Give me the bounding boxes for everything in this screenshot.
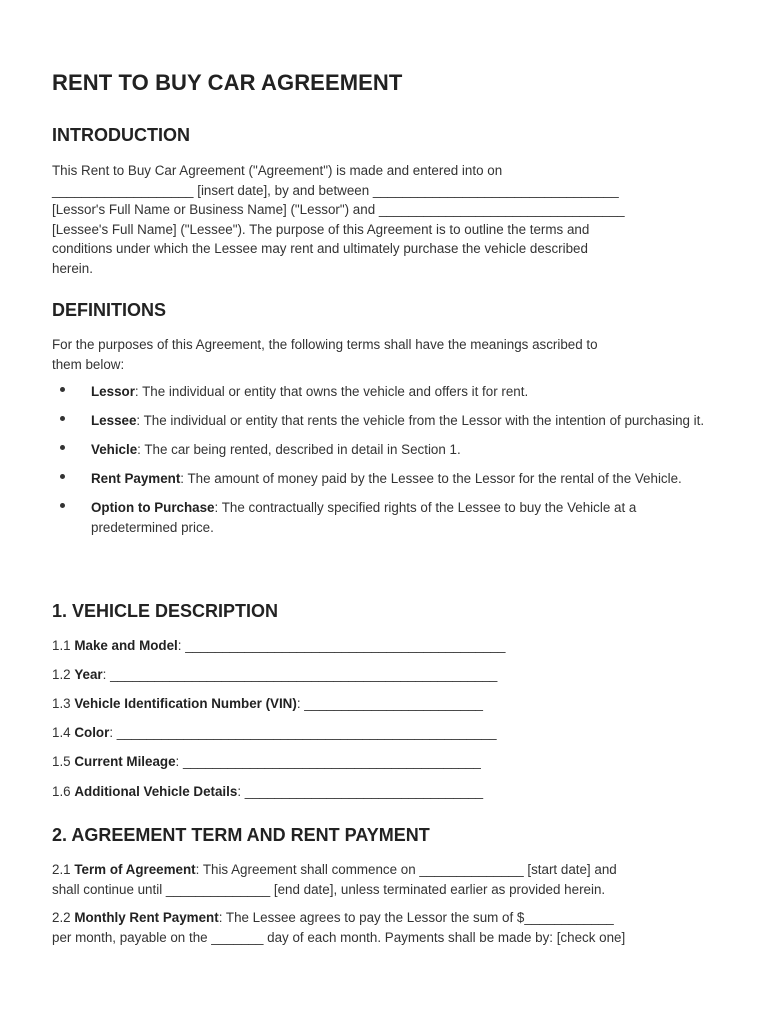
definition-item — [52, 382, 722, 402]
definition-item — [52, 498, 722, 537]
agreement-term-heading: 2. AGREEMENT TERM AND RENT PAYMENT — [52, 825, 430, 845]
field-blank: : ________________________ — [296, 696, 483, 711]
bullet-icon — [60, 416, 65, 421]
definition-text: : The car being rented, described in detail in Section 1. — [137, 442, 461, 457]
monthly-rent-payment-clause — [52, 908, 722, 947]
clause-line — [52, 908, 722, 928]
definition-term: Lessor — [91, 384, 135, 399]
definition-term: Rent Payment — [91, 471, 181, 486]
field-label: Vehicle Identification Number (VIN) — [74, 696, 297, 711]
field-label: Year — [74, 667, 103, 682]
intro-line: [Lessor's Full Name or Business Name] ("Lessor") and _________________________________ — [52, 202, 625, 217]
field-number: 1.1 — [52, 638, 75, 653]
vehicle-field-mileage — [52, 752, 481, 772]
vehicle-description-heading: 1. VEHICLE DESCRIPTION — [52, 601, 279, 621]
bullet-icon — [60, 445, 65, 450]
field-label: Current Mileage — [74, 754, 176, 769]
field-blank: : ________________________________________ — [175, 754, 481, 769]
clause-number: 2.2 — [52, 910, 75, 925]
introduction-heading: INTRODUCTION — [52, 125, 190, 145]
definition-term: Option to Purchase — [91, 500, 215, 515]
vehicle-field-vin — [52, 694, 483, 714]
vehicle-field-make-model — [52, 636, 505, 656]
clause-text: : This Agreement shall commence on ______________ [start date] and — [195, 862, 617, 877]
field-number: 1.6 — [52, 784, 75, 799]
field-blank: : ___________________________________________________ — [109, 725, 497, 740]
field-label: Additional Vehicle Details — [74, 784, 238, 799]
definitions-intro-line: them below: — [52, 356, 125, 372]
bullet-icon — [60, 474, 65, 479]
clause-label: Term of Agreement — [74, 862, 196, 877]
definition-term: Lessee — [91, 413, 137, 428]
field-number: 1.5 — [52, 754, 75, 769]
definitions-intro-line: For the purposes of this Agreement, the following terms shall have the meanings ascribed to — [52, 337, 598, 352]
definition-text: : The individual or entity that rents the vehicle from the Lessor with the intention of purchasing it. — [136, 413, 705, 428]
field-label: Make and Model — [74, 638, 178, 653]
field-blank: : ____________________________________________________ — [102, 667, 498, 682]
definition-item — [52, 469, 722, 489]
intro-line: ___________________ [insert date], by and between _________________________________ — [52, 182, 619, 198]
bullet-icon — [60, 503, 65, 508]
definitions-heading: DEFINITIONS — [52, 300, 167, 320]
definition-text: : The amount of money paid by the Lessee to the Lessor for the rental of the Vehicle. — [180, 471, 682, 486]
intro-line: herein. — [52, 260, 93, 276]
clause-line: shall continue until ______________ [end date], unless terminated earlier as provided herein. — [52, 881, 606, 897]
definitions-list — [52, 382, 722, 547]
intro-line: conditions under which the Lessee may rent and ultimately purchase the vehicle described — [52, 241, 588, 256]
field-number: 1.2 — [52, 667, 75, 682]
clause-label: Monthly Rent Payment — [74, 910, 219, 925]
bullet-icon — [60, 387, 65, 392]
clause-text: : The Lessee agrees to pay the Lessor the sum of $____________ — [218, 910, 614, 925]
vehicle-field-year — [52, 665, 497, 685]
document-title: RENT TO BUY CAR AGREEMENT — [52, 70, 403, 95]
definition-term: Vehicle — [91, 442, 138, 457]
intro-line: This Rent to Buy Car Agreement ("Agreement") is made and entered into on — [52, 163, 503, 178]
definition-item — [52, 411, 722, 431]
term-of-agreement-clause — [52, 860, 722, 899]
field-blank: : ________________________________ — [237, 784, 484, 799]
vehicle-field-color — [52, 723, 497, 743]
intro-line: [Lessee's Full Name] ("Lessee"). The purpose of this Agreement is to outline the terms and — [52, 221, 590, 237]
field-label: Color — [74, 725, 110, 740]
field-number: 1.3 — [52, 696, 75, 711]
vehicle-field-additional-details — [52, 782, 483, 802]
definitions-intro — [52, 335, 722, 374]
clause-number: 2.1 — [52, 862, 75, 877]
definition-text: : The contractually specified rights of the Lessee to buy the Vehicle at a predetermined price. — [91, 500, 637, 535]
field-number: 1.4 — [52, 725, 75, 740]
clause-line: per month, payable on the _______ day of each month. Payments shall be made by: [check one] — [52, 929, 626, 945]
definition-item — [52, 440, 722, 460]
definition-text: : The individual or entity that owns the vehicle and offers it for rent. — [134, 384, 529, 399]
clause-line — [52, 860, 722, 880]
introduction-paragraph — [52, 161, 722, 278]
field-blank: : ___________________________________________ — [177, 638, 506, 653]
